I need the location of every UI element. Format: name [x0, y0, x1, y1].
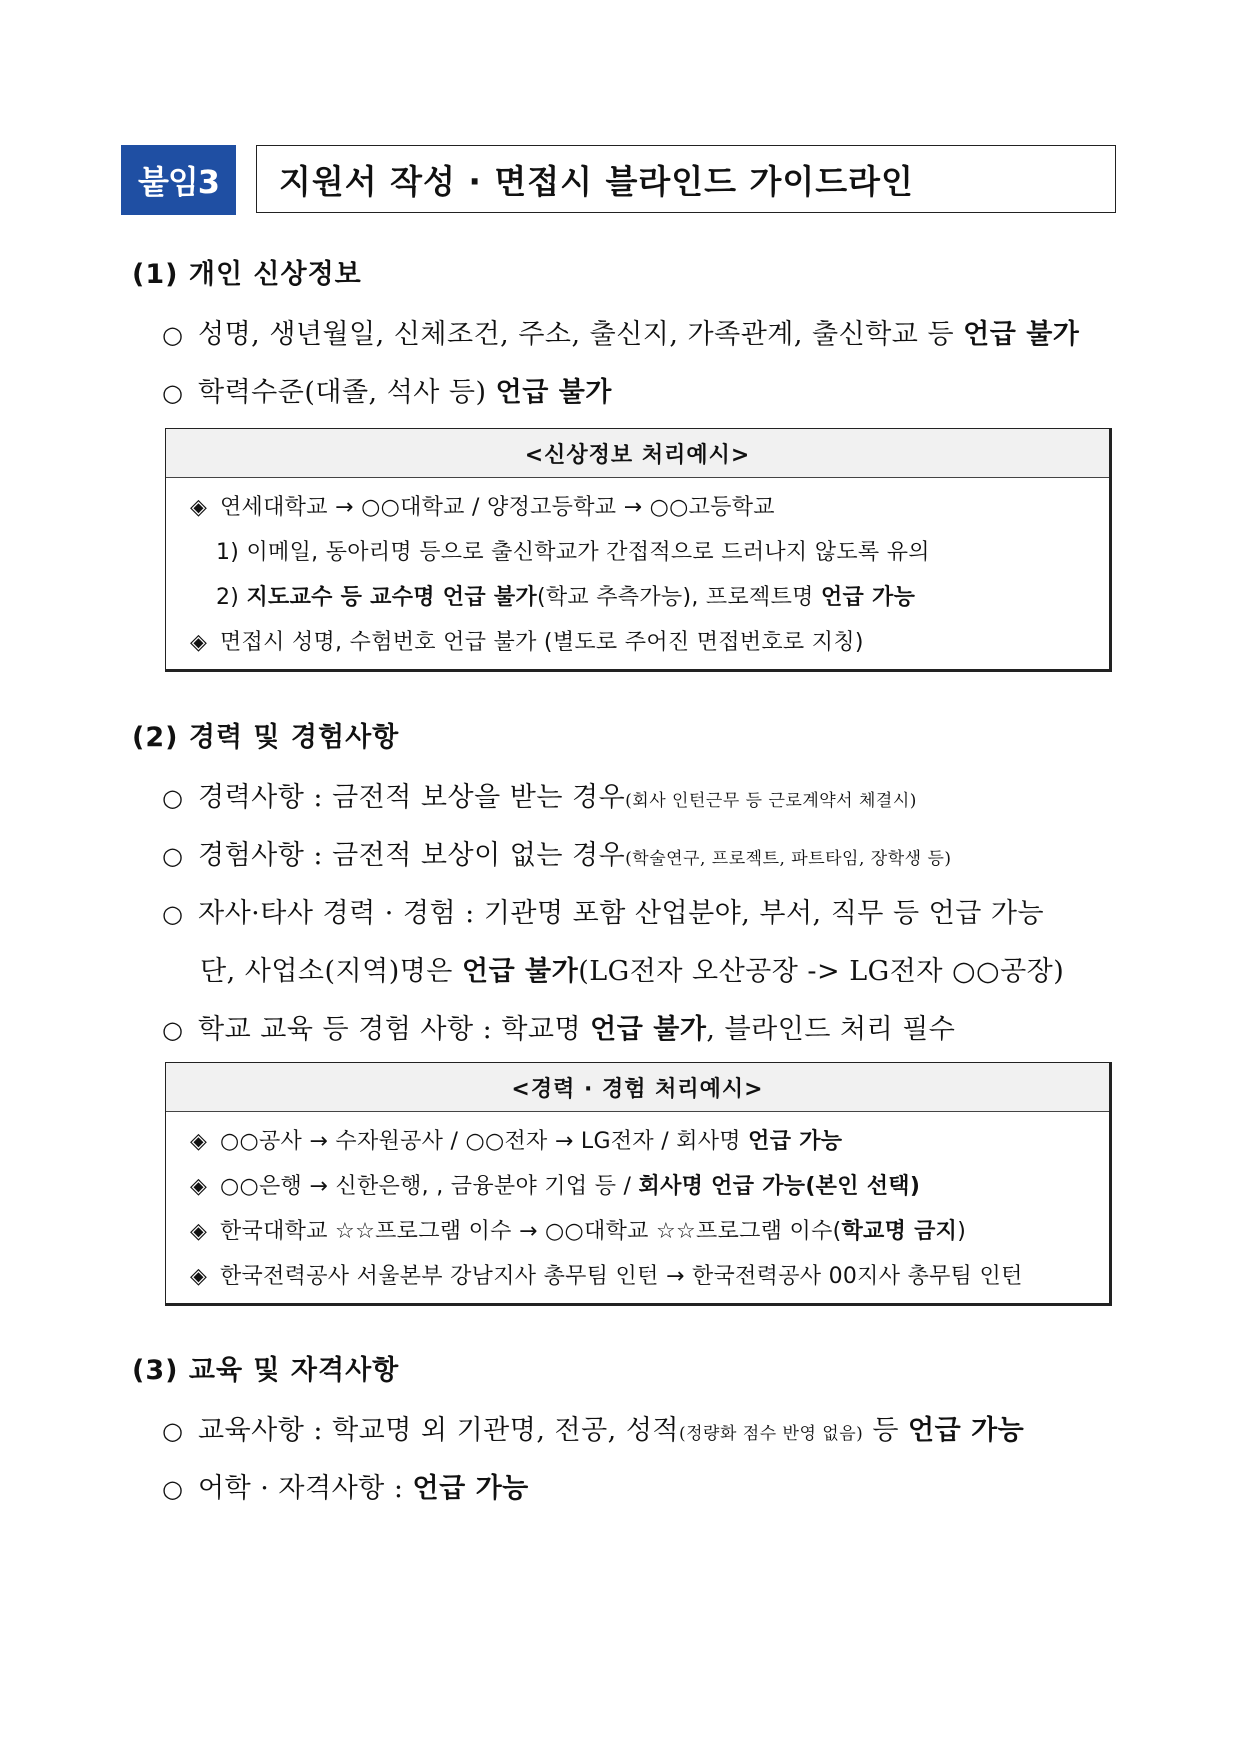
item-emphasis: 언급 불가 [495, 377, 612, 408]
attachment-badge: 붙임3 [121, 145, 236, 215]
circle-bullet-icon: ○ [162, 1475, 184, 1503]
example-line-text: (학교 추측가능), 프로젝트명 [536, 585, 821, 610]
item-note: (회사 인턴근무 등 근로계약서 체결시) [625, 791, 917, 811]
example-line [190, 1259, 1023, 1290]
diamond-bullet-icon: ◈ [190, 630, 208, 655]
circle-bullet-icon: ○ [162, 321, 184, 349]
example-line-text: 면접시 성명, 수험번호 언급 불가 (별도로 주어진 면접번호로 지칭) [220, 630, 864, 655]
page-title: 지원서 작성 · 면접시 블라인드 가이드라인 [256, 145, 1116, 213]
career-example-box [165, 1062, 1112, 1306]
example-line [190, 1214, 966, 1245]
example-emphasis: 언급 가능 [748, 1129, 843, 1154]
example-emphasis: 언급 가능 [820, 585, 916, 610]
example-line [190, 1169, 920, 1200]
example-line [190, 490, 775, 521]
section-2-title: (2) 경력 및 경험사항 [132, 722, 400, 753]
section-3-item-2 [162, 1466, 529, 1505]
section-3-title: (3) 교육 및 자격사항 [132, 1355, 400, 1386]
item-text: (LG전자 오산공장 -> LG전자 ○○공장) [578, 956, 1065, 987]
section-1-item-2 [162, 370, 612, 409]
item-text: 학교 교육 등 경험 사항 : 학교명 [198, 1014, 591, 1045]
example-line-text: 한국전력공사 서울본부 강남지사 총무팀 인턴 → 한국전력공사 00지사 총무팀 인턴 [220, 1264, 1023, 1289]
example-emphasis: 학교명 금지 [841, 1219, 958, 1244]
section-1-item-1 [162, 312, 1079, 351]
circle-bullet-icon: ○ [162, 842, 184, 870]
section-2-item-4 [162, 1007, 955, 1046]
circle-bullet-icon: ○ [162, 1016, 184, 1044]
example-line-text: 연세대학교 → ○○대학교 / 양정고등학교 → ○○고등학교 [220, 495, 775, 520]
item-emphasis: 언급 불가 [461, 956, 579, 987]
diamond-bullet-icon: ◈ [190, 495, 208, 520]
example-sub-line [216, 580, 915, 611]
section-2-item-3-continuation [200, 949, 1064, 988]
item-text: 학력수준(대졸, 석사 등) [198, 377, 496, 408]
example-box-header: <신상정보 처리예시> [166, 429, 1109, 478]
example-line [190, 625, 864, 656]
item-emphasis: 언급 불가 [963, 319, 1080, 350]
personal-info-example-box [165, 428, 1112, 672]
item-text: 자사·타사 경력 · 경험 : 기관명 포함 산업분야, 부서, 직무 등 언급 가능 [198, 898, 1045, 929]
item-text: 성명, 생년월일, 신체조건, 주소, 출신지, 가족관계, 출신학교 등 [198, 319, 964, 350]
item-text: 경험사항 : 금전적 보상이 없는 경우 [198, 840, 626, 871]
example-sub-line: 1) 이메일, 동아리명 등으로 출신학교가 간접적으로 드러나지 않도록 유의 [216, 540, 930, 565]
item-text: , 블라인드 처리 필수 [706, 1014, 956, 1045]
example-line-text: 2) [216, 585, 247, 610]
item-text: 어학 · 자격사항 : [198, 1473, 413, 1504]
circle-bullet-icon: ○ [162, 379, 184, 407]
diamond-bullet-icon: ◈ [190, 1129, 208, 1154]
example-emphasis: 지도교수 등 교수명 언급 불가 [246, 585, 537, 610]
example-box-header: <경력 · 경험 처리예시> [166, 1063, 1109, 1112]
diamond-bullet-icon: ◈ [190, 1219, 208, 1244]
circle-bullet-icon: ○ [162, 900, 184, 928]
item-text: 단, 사업소(지역)명은 [200, 956, 462, 987]
section-1-title: (1) 개인 신상정보 [132, 259, 362, 290]
example-line-text: ) [957, 1219, 967, 1244]
example-emphasis: 회사명 언급 가능(본인 선택) [638, 1174, 921, 1199]
item-text: 등 [863, 1415, 909, 1446]
example-line-text: ○○공사 → 수자원공사 / ○○전자 → LG전자 / 회사명 [220, 1129, 749, 1154]
item-emphasis: 언급 가능 [908, 1415, 1025, 1446]
diamond-bullet-icon: ◈ [190, 1174, 208, 1199]
section-3-item-1 [162, 1408, 1024, 1447]
item-text: 경력사항 : 금전적 보상을 받는 경우 [198, 782, 626, 813]
section-2-item-2 [162, 833, 952, 872]
item-emphasis: 언급 불가 [590, 1014, 707, 1045]
circle-bullet-icon: ○ [162, 1417, 184, 1445]
item-note: (정량화 점수 반영 없음) [679, 1424, 864, 1444]
section-2-item-1 [162, 775, 917, 814]
example-line [190, 1124, 842, 1155]
example-line-text: 한국대학교 ☆☆프로그램 이수 → ○○대학교 ☆☆프로그램 이수( [220, 1219, 842, 1244]
item-text: 교육사항 : 학교명 외 기관명, 전공, 성적 [198, 1415, 679, 1446]
section-2-item-3 [162, 891, 1044, 930]
circle-bullet-icon: ○ [162, 784, 184, 812]
diamond-bullet-icon: ◈ [190, 1264, 208, 1289]
item-emphasis: 언급 가능 [412, 1473, 529, 1504]
item-note: (학술연구, 프로젝트, 파트타임, 장학생 등) [625, 849, 952, 869]
example-line-text: ○○은행 → 신한은행, , 금융분야 기업 등 / [220, 1174, 639, 1199]
